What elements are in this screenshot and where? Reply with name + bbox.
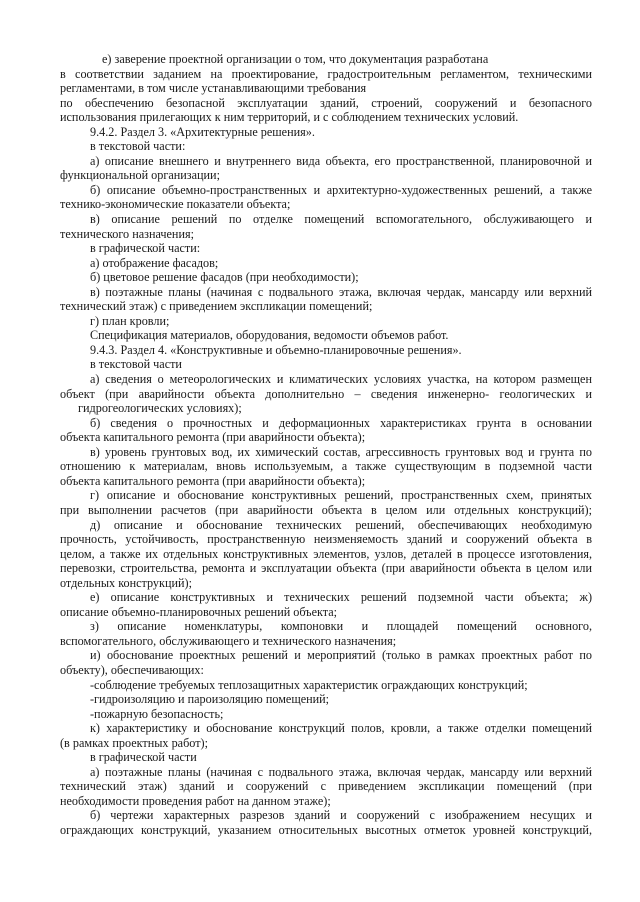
text-line: а) отображение фасадов; xyxy=(90,255,219,270)
text-line: г) описание и обоснование конструктивных решений, пространственных схем, принятых xyxy=(90,488,592,503)
text-line: д) описание и обоснование технических решений, обеспечивающих необходимую xyxy=(90,517,592,532)
section-heading: 9.4.3. Раздел 4. «Конструктивные и объемно-планировочные решения». xyxy=(90,342,462,357)
text-line: е) заверение проектной организации о том, что документация разработана xyxy=(102,52,489,66)
text-line: и) обоснование проектных решений и мероприятий (только в рамках проектных работ по xyxy=(90,648,592,663)
text-line: б) сведения о прочностных и деформационных характеристиках грунта в основании xyxy=(90,415,592,430)
text-line: в текстовой части xyxy=(90,357,182,372)
text-line: отношению к материалам, вновь используемым, а также существующим в подземной части xyxy=(60,459,592,474)
text-line: а) поэтажные планы (начиная с подвального этажа, включая чердак, мансарду или верхний xyxy=(90,764,592,779)
text-line: а) описание внешнего и внутреннего вида объекта, его пространственной, планировочной и xyxy=(90,153,592,168)
text-line: (в рамках проектных работ); xyxy=(60,735,208,750)
text-line: гидрогеологических условиях); xyxy=(78,401,242,416)
text-line: описание объемно-планировочных решений объекта; xyxy=(60,604,338,619)
text-line: б) чертежи характерных разрезов зданий и сооружений с изображением несущих и xyxy=(90,808,592,823)
text-line: б) цветовое решение фасадов (при необходимости); xyxy=(90,270,359,285)
text-line: целом, а также их отдельных конструктивных элементов, узлов, деталей в процессе изготовления, xyxy=(60,546,592,561)
text-line: в) уровень грунтовых вод, их химический состав, агрессивность грунтовых вод и грунта по xyxy=(90,444,592,459)
text-line: в графической части xyxy=(90,750,197,765)
text-line: перевозки, строительства, ремонта и эксплуатации объекта (при аварийности объекта в целом или xyxy=(60,561,592,576)
text-line: -пожарную безопасность; xyxy=(90,706,224,721)
text-line: необходимости проведения работ на данном этаже); xyxy=(60,793,331,808)
text-line: регламентами, в том числе устанавливающими требования xyxy=(60,81,367,96)
text-line: -гидроизоляцию и пароизоляцию помещений; xyxy=(90,692,330,707)
text-line: прочность, устойчивость, пространственную неизменяемость зданий и сооружений объекта в xyxy=(60,532,592,547)
text-line: объекта капитального ремонта (при аварийности объекта); xyxy=(60,473,366,488)
document-body xyxy=(60,52,592,838)
text-line: Спецификация материалов, оборудования, ведомости объемов работ. xyxy=(90,328,449,343)
text-line: в текстовой части: xyxy=(90,139,186,154)
text-line: к) характеристику и обоснование конструкций полов, кровли, а также отделки помещений xyxy=(90,721,592,736)
text-line: а) сведения о метеорологических и климатических условиях участка, на котором размещен xyxy=(90,372,592,387)
text-line: г) план кровли; xyxy=(90,313,170,328)
text-line: в графической части: xyxy=(90,241,201,256)
text-line: функциональной организации; xyxy=(60,168,220,183)
text-line: технический этаж) зданий и сооружений с приведением экспликации помещений (при xyxy=(60,779,592,794)
text-line: при выполнении расчетов (при аварийности объекта в целом или отдельных конструкций); xyxy=(60,502,592,517)
text-line: технический этаж) с приведением экспликации помещений; xyxy=(60,299,373,314)
section-heading: 9.4.2. Раздел 3. «Архитектурные решения». xyxy=(90,124,315,139)
text-line: з) описание номенклатуры, компоновки и площадей помещений основного, xyxy=(90,619,592,634)
text-line: технико-экономические показатели объекта; xyxy=(60,197,291,212)
text-line: отдельных конструкций); xyxy=(60,575,192,590)
text-line: по обеспечению безопасной эксплуатации зданий, строений, сооружений и безопасного xyxy=(60,95,592,110)
text-line: в) описание решений по отделке помещений вспомогательного, обслуживающего и xyxy=(90,212,592,227)
text-line: в соответствии заданием на проектирование, градостроительным регламентом, техническими xyxy=(60,66,592,81)
text-line: ограждающих конструкций, указанием относительных высотных отметок уровней конструкций, xyxy=(60,822,592,837)
text-line: вспомогательного, обслуживающего и технического назначения; xyxy=(60,633,397,648)
text-line: технического назначения; xyxy=(60,226,194,241)
text-line: объект (при аварийности объекта дополнительно – сведения инженерно- геологических и xyxy=(60,386,592,401)
text-line: -соблюдение требуемых теплозащитных характеристик ограждающих конструкций; xyxy=(90,677,528,692)
text-line: в) поэтажные планы (начиная с подвального этажа, включая чердак, мансарду или верхний xyxy=(90,284,592,299)
text-line: объекту), обеспечивающих: xyxy=(60,662,204,677)
text-line: использования прилегающих к ним территорий, и с соблюдением технических условий. xyxy=(60,110,519,125)
text-line: б) описание объемно-пространственных и архитектурно-художественных решений, а также xyxy=(90,182,592,197)
text-line: объекта капитального ремонта (при аварийности объекта); xyxy=(60,430,366,445)
text-line: е) описание конструктивных и технических решений подземной части объекта; ж) xyxy=(90,590,592,605)
